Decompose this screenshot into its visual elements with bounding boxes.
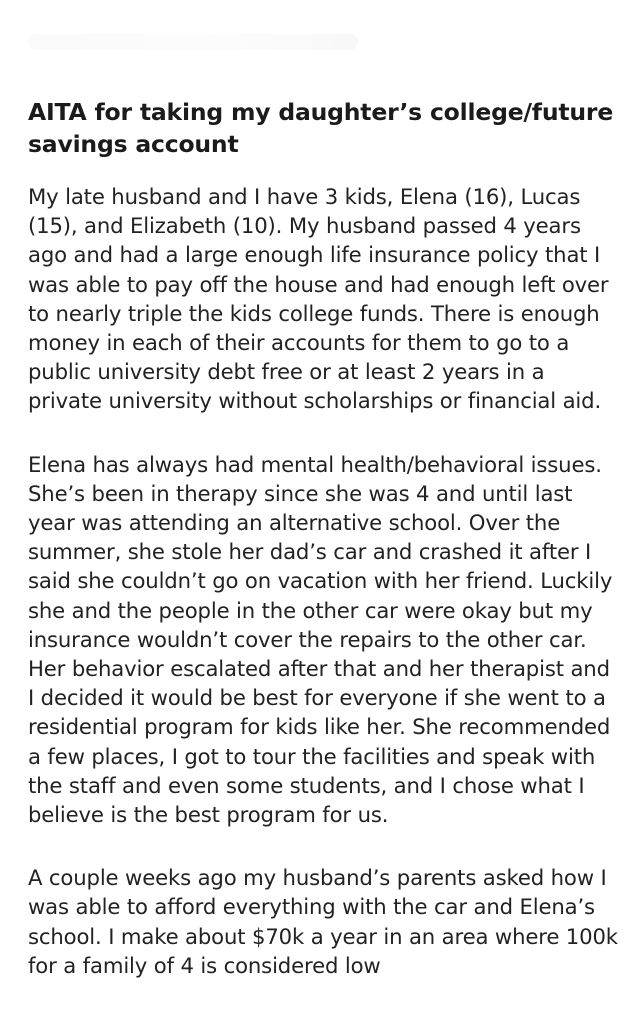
post-paragraph-1: My late husband and I have 3 kids, Elena (16), Lucas (15), and Elizabeth (10). My husband passed 4 years ago and had a large enough life insurance policy that I was able to pay off the house and had enough left over to nearly triple the kids college funds. There is enough money in each of their accounts for them to go to a public university debt free or at least 2 years in a private university without scholarships or financial aid. [28,184,609,414]
post-title: AITA for taking my daughter’s college/future savings account [28,98,614,158]
post-body [28,182,620,980]
top-bar [0,0,640,80]
post [28,96,620,1014]
post-paragraph-3: A couple weeks ago my husband’s parents asked how I was able to afford everything with the car and Elena’s school. I make about $70k a year in an area where 100k for a family of 4 is considered low [28,865,618,978]
post-paragraph-2: Elena has always had mental health/behavioral issues. She’s been in therapy since she was 4 and until last year was attending an alternative school. Over the summer, she stole her dad’s car and crashed it after I said she couldn’t go on vacation with her friend. Luckily she and the people in the other car were okay but my insurance wouldn’t cover the repairs to the other car. Her behavior escalated after that and her therapist and I decided it would be best for everyone if she went to a residential program for kids like her. She recommended a few places, I got to tour the facilities and speak with the staff and even some students, and I chose what I believe is the best program for us. [28,451,613,828]
faded-header-text [28,34,358,50]
